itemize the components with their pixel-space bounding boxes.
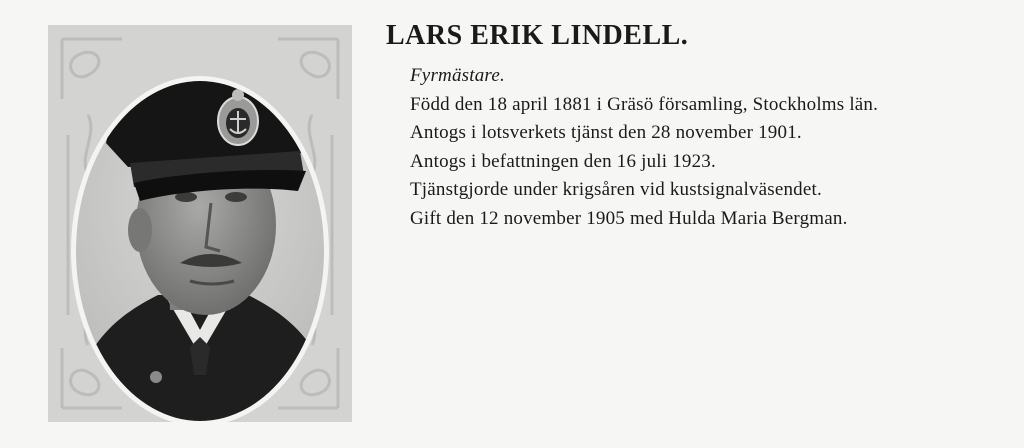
bio-line-war-service: Tjänstgjorde under krigsåren vid kustsignalväsendet. bbox=[410, 179, 822, 200]
bio-line-employment: Antogs i lotsverkets tjänst den 28 november 1901. bbox=[410, 122, 802, 143]
biography-lines bbox=[410, 62, 1016, 233]
portrait-frame bbox=[48, 25, 352, 422]
occupation-title: Fyrmästare. bbox=[410, 65, 505, 86]
biography-entry bbox=[386, 18, 1016, 233]
bio-line-birth: Född den 18 april 1881 i Gräsö församling, Stockholms län. bbox=[410, 93, 879, 115]
bio-line-marriage: Gift den 12 november 1905 med Hulda Maria Bergman. bbox=[410, 207, 848, 229]
insignia-icon bbox=[150, 371, 162, 383]
portrait-photo bbox=[48, 25, 352, 422]
person-name: LARS ERIK LINDELL. bbox=[386, 20, 689, 51]
bio-line-appointment: Antogs i befattningen den 16 juli 1923. bbox=[410, 150, 716, 172]
